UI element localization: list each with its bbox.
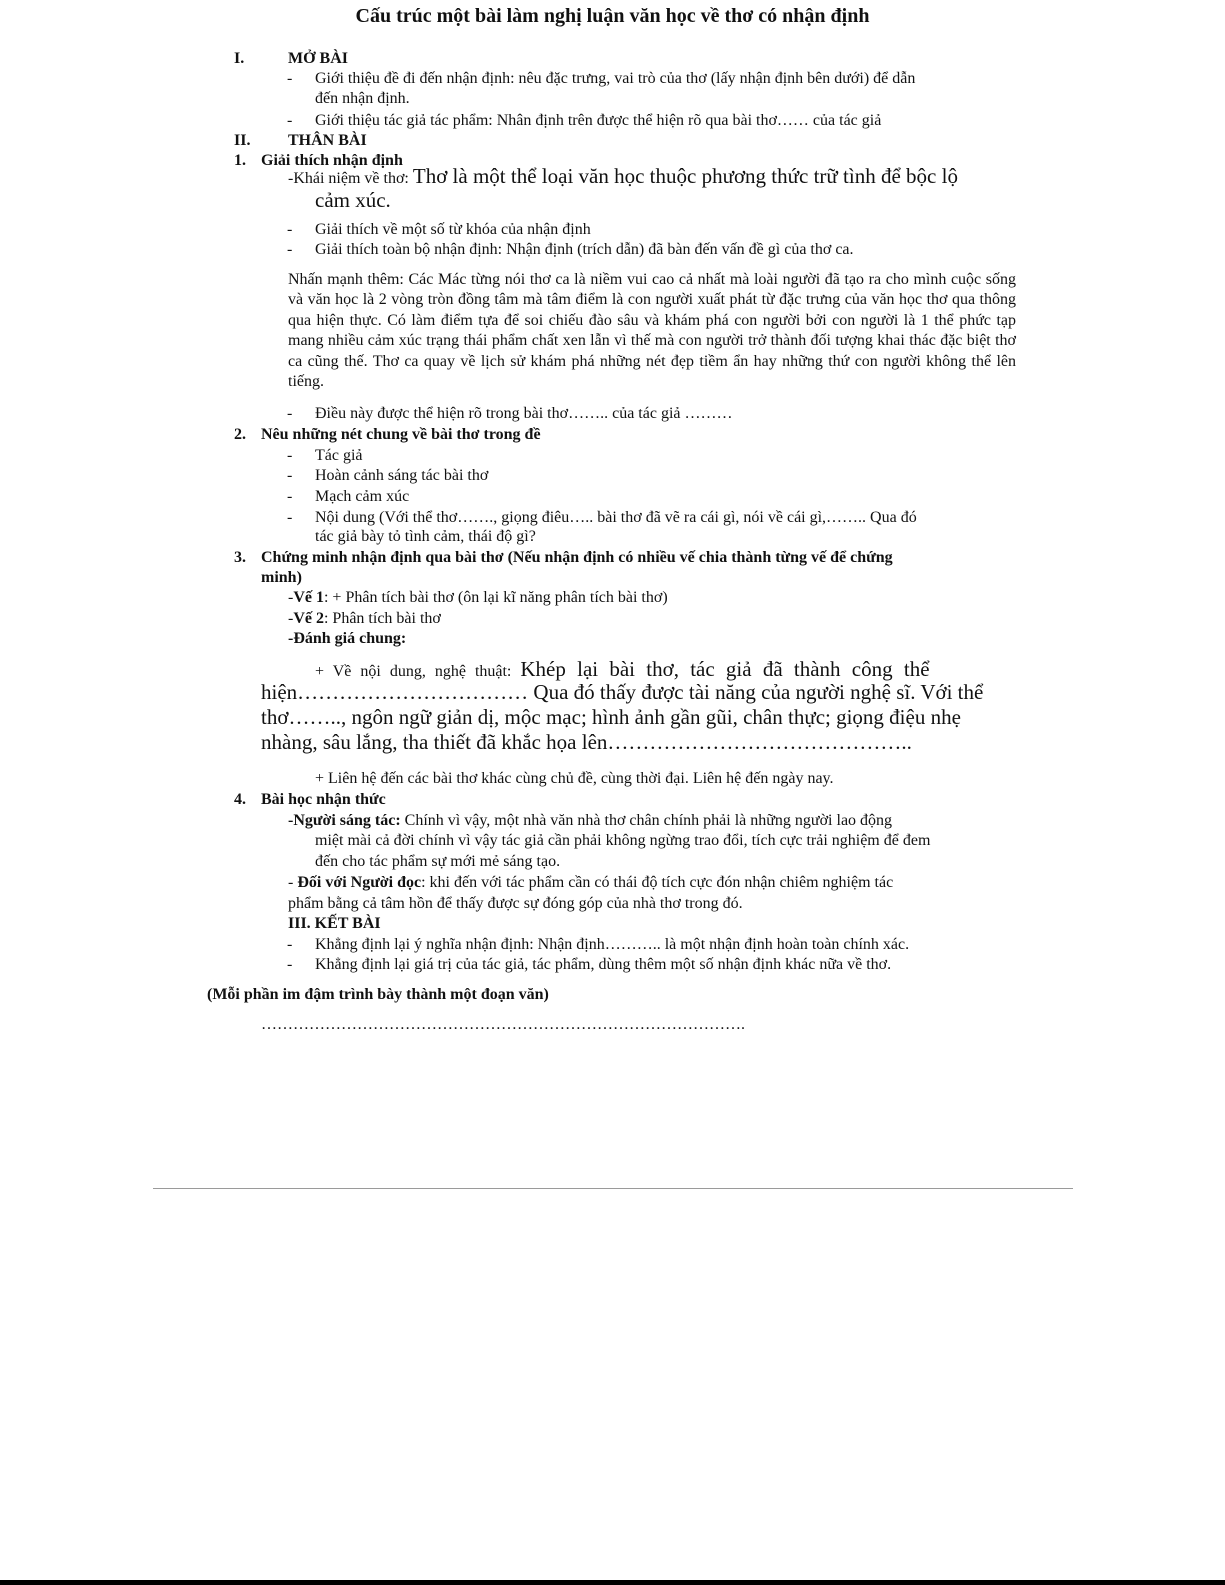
- ve2-label: Vế 2: [293, 610, 324, 627]
- evaluation-line-4: nhàng, sâu lắng, tha thiết đã khắc họa lên……………………………………..: [261, 730, 912, 754]
- bullet-dash: -: [287, 488, 293, 505]
- bullet-dash: -: [287, 956, 293, 973]
- ve1-line: -Vế 1: + Phân tích bài thơ (ôn lại kĩ năng phân tích bài thơ): [288, 589, 668, 606]
- section2-item: Nội dung (Với thể thơ……., giọng điêu….. bài thơ đã vẽ ra cái gì, nói về cái gì,…….. Qua đó: [315, 509, 917, 526]
- overall-evaluation-heading: -Đánh giá chung:: [288, 630, 407, 647]
- bullet-dash: -: [287, 936, 293, 953]
- poetry-definition: [288, 163, 958, 189]
- section4-number: 4.: [234, 791, 246, 808]
- writer-lesson: [288, 811, 892, 831]
- bullet-dash: -: [287, 221, 293, 238]
- ve2-line: -Vế 2: Phân tích bài thơ: [288, 610, 441, 627]
- page-divider: [153, 1188, 1073, 1189]
- section1-heading: Giải thích nhận định: [261, 152, 403, 169]
- connection-note: + Liên hệ đến các bài thơ khác cùng chủ đề, cùng thời đại. Liên hệ đến ngày nay.: [315, 770, 834, 787]
- part1-number: I.: [234, 50, 245, 67]
- section2-number: 2.: [234, 426, 246, 443]
- section1-item: Giải thích về một số từ khóa của nhận định: [315, 221, 591, 238]
- part1-heading: MỞ BÀI: [288, 50, 348, 67]
- evaluation-text: Khép lại bài thơ, tác giả đã thành công thể: [520, 657, 930, 681]
- section3-heading: Chứng minh nhận định qua bài thơ (Nếu nhận định có nhiều vế chia thành từng vế để chứng: [261, 549, 893, 566]
- bottom-edge-bar: [0, 1580, 1225, 1585]
- reader-prefix: -: [288, 874, 298, 891]
- ve1-label: Vế 1: [293, 589, 324, 606]
- bullet-dash: -: [287, 112, 293, 129]
- section2-item: Mạch cảm xúc: [315, 488, 410, 505]
- writer-label: -Người sáng tác:: [288, 812, 401, 829]
- definition-text-cont: cảm xúc.: [315, 188, 391, 212]
- section3-heading-cont: minh): [261, 569, 302, 586]
- part1-item: Giới thiệu tác giả tác phẩm: Nhân định trên được thể hiện rõ qua bài thơ…… của tác giả: [315, 112, 882, 129]
- part2-heading: THÂN BÀI: [288, 132, 367, 149]
- closing-note: (Mỗi phần im đậm trình bày thành một đoạn văn): [207, 986, 549, 1003]
- emphasis-paragraph: Nhấn mạnh thêm: Các Mác từng nói thơ ca là niềm vui cao cả nhất mà loài người đã tạo ra cho mình cuộc sống và văn học là 2 vòng tròn đồng tâm mà tâm điểm là con người xuất phát từ đặc trưng của văn học thơ qua thông qua hiện thực. Có làm điểm tựa để soi chiếu đào sâu và khám phá con người bởi con người là 1 thể phức tạp mang nhiều cảm xúc trạng thái phẩm chất xen lẫn vì thế mà con người trở thành đối tượng khai thác đặc biệt thơ ca cũng thế. Thơ ca quay về lịch sử khám phá những nét đẹp tiềm ẩn hay những thứ con người không thể lên tiếng.: [288, 271, 1016, 391]
- section2-item: Hoàn cảnh sáng tác bài thơ: [315, 467, 489, 484]
- bullet-dash: -: [287, 241, 293, 258]
- bullet-dash: -: [287, 509, 293, 526]
- evaluation-label: + Về nội dung, nghệ thuật:: [315, 663, 521, 680]
- writer-text-cont: miệt mài cả đời chính vì vậy tác giả cần phải không ngừng trao đổi, tích cực trải nghiệm để đem: [315, 832, 931, 849]
- section2-item: Tác giả: [315, 447, 363, 464]
- definition-text: Thơ là một thể loại văn học thuộc phương thức trữ tình để bộc lộ: [412, 164, 958, 188]
- writer-text-cont: đến cho tác phẩm sự mới mẻ sáng tạo.: [315, 853, 561, 870]
- bullet-dash: -: [287, 447, 293, 464]
- section2-item: tác giả bày tỏ tình cảm, thái độ gì?: [315, 528, 536, 545]
- part3-heading: III. KẾT BÀI: [288, 915, 381, 932]
- part3-item: Khẳng định lại ý nghĩa nhận định: Nhận định……….. là một nhận định hoàn toàn chính xác.: [315, 936, 910, 953]
- document-title: Cấu trúc một bài làm nghị luận văn học về thơ có nhận định: [355, 5, 870, 27]
- reader-lesson: [288, 873, 893, 893]
- reader-label: Đối với Người đọc: [297, 874, 422, 891]
- part3-item: Khẳng định lại giá trị của tác giả, tác phẩm, dùng thêm một số nhận định khác nữa về thơ.: [315, 956, 892, 973]
- writer-text: Chính vì vậy, một nhà văn nhà thơ chân chính phải là những người lao động: [400, 812, 893, 829]
- evaluation-line-2: hiện…………………………… Qua đó thấy được tài năng của người nghệ sĩ. Với thể: [261, 680, 984, 704]
- section1-number: 1.: [234, 152, 246, 169]
- section3-number: 3.: [234, 549, 246, 566]
- definition-label: -Khái niệm về thơ:: [288, 170, 413, 187]
- bullet-dash: -: [287, 70, 293, 87]
- section2-heading: Nêu những nét chung về bài thơ trong đề: [261, 426, 541, 443]
- section1-item: Giải thích toàn bộ nhận định: Nhận định (trích dẫn) đã bàn đến vấn đề gì của thơ ca.: [315, 241, 854, 258]
- reader-text-cont: phẩm bằng cả tâm hồn để thấy được sự đóng góp của nhà thơ trong đó.: [288, 895, 743, 912]
- part2-number: II.: [234, 132, 251, 149]
- bullet-dash: -: [287, 467, 293, 484]
- dotted-line: ……………………………………………………………………………….: [261, 1016, 745, 1033]
- bullet-dash: -: [287, 405, 293, 422]
- section1-note: Điều này được thể hiện rõ trong bài thơ…….. của tác giả ………: [315, 405, 733, 422]
- overall-evaluation-label: Đánh giá chung:: [293, 630, 407, 647]
- part1-item: đến nhận định.: [315, 90, 410, 107]
- ve2-text: : Phân tích bài thơ: [323, 610, 441, 627]
- ve1-text: : + Phân tích bài thơ (ôn lại kĩ năng phân tích bài thơ): [323, 589, 668, 606]
- evaluation-line-3: thơ…….., ngôn ngữ giản dị, mộc mạc; hình ảnh gần gũi, chân thực; giọng điệu nhẹ: [261, 705, 961, 729]
- section4-heading: Bài học nhận thức: [261, 791, 386, 808]
- part1-item: Giới thiệu đề đi đến nhận định: nêu đặc trưng, vai trò của thơ (lấy nhận định bên dưới) để dẫn: [315, 70, 916, 87]
- reader-text: : khi đến với tác phẩm cần có thái độ tích cực đón nhận chiêm nghiệm tác: [421, 874, 894, 891]
